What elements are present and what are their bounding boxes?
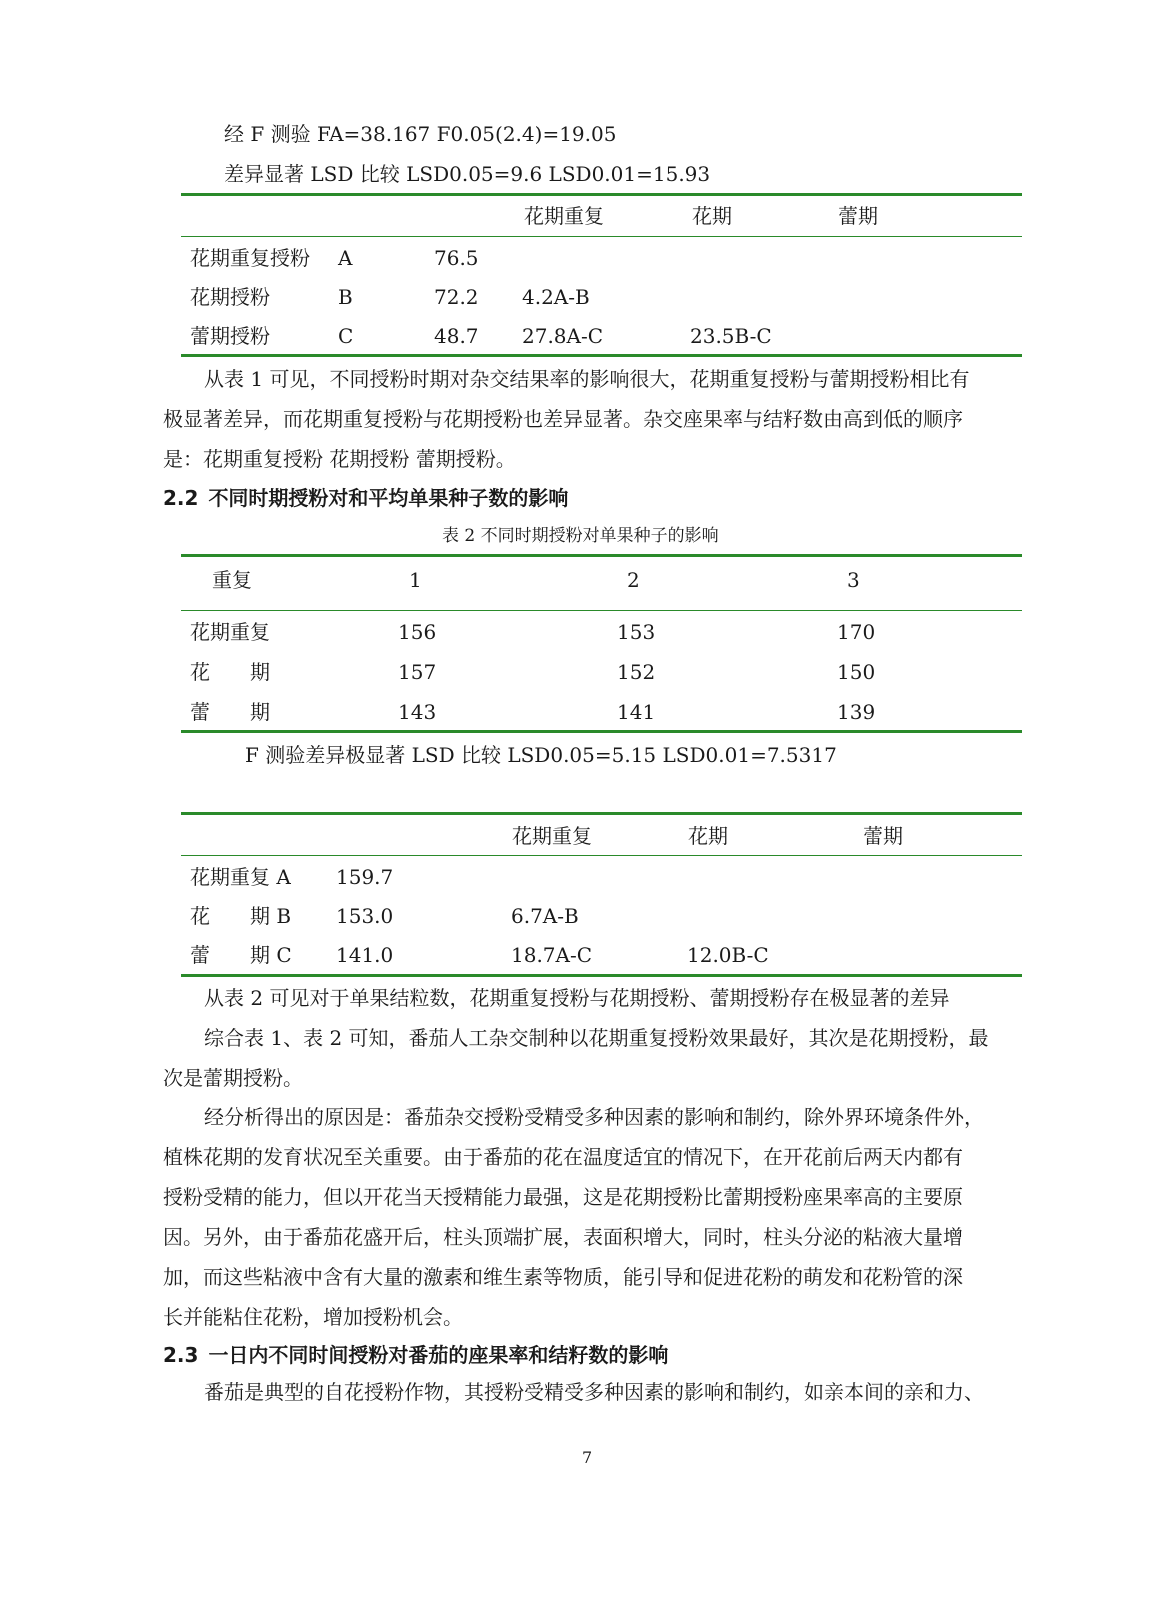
table2-cell: 153 <box>617 620 656 644</box>
paragraph-line: 因。另外，由于番茄花盛开后，柱头顶端扩展，表面积增大，同时，柱头分泌的粘液大量增 <box>163 1225 963 1249</box>
lsd-line-2: F 测验差异极显著 LSD 比较 LSD0.05=5.15 LSD0.01=7.5317 <box>245 743 837 767</box>
paragraph-line: 经分析得出的原因是：番茄杂交授粉受精受多种因素的影响和制约，除外界环境条件外， <box>204 1105 984 1129</box>
table1b-cell: 48.7 <box>434 324 479 348</box>
table1b-cell: 23.5B-C <box>690 324 772 348</box>
section-title: 一日内不同时间授粉对番茄的座果率和结籽数的影响 <box>208 1343 669 1367</box>
table2b-header-1: 花期重复 <box>512 824 592 848</box>
table2b-cell: 18.7A-C <box>511 943 593 967</box>
paragraph-line: 次是蕾期授粉。 <box>163 1066 303 1090</box>
table2-cell: 152 <box>617 660 656 684</box>
section-heading-2-2 <box>163 486 568 510</box>
table2-top-rule <box>181 554 1022 557</box>
paragraph-line: 综合表 1、表 2 可知，番茄人工杂交制种以花期重复授粉效果最好，其次是花期授粉，最 <box>204 1026 989 1050</box>
table1b-cell: 花期授粉 <box>190 285 270 309</box>
table1b-header-2: 花期 <box>692 204 732 228</box>
table2b-cell: 蕾 期 C <box>190 943 292 967</box>
table2-cell: 157 <box>398 660 437 684</box>
table2b-cell: 花期重复 A <box>190 865 291 889</box>
table2b-bottom-rule <box>181 974 1022 977</box>
table1b-header-3: 蕾期 <box>838 204 878 228</box>
paragraph-line: 从表 2 可见对于单果结粒数，花期重复授粉与花期授粉、蕾期授粉存在极显著的差异 <box>204 986 950 1010</box>
paragraph-3 <box>163 1018 1023 1098</box>
table2b-cell: 花 期 B <box>190 904 292 928</box>
table1b-cell: 蕾期授粉 <box>190 324 270 348</box>
table2-header-rule <box>181 610 1022 611</box>
paragraph-line: 加，而这些粘液中含有大量的激素和维生素等物质，能引导和促进花粉的萌发和花粉管的深 <box>163 1265 963 1289</box>
table2b-cell: 12.0B-C <box>687 943 769 967</box>
table2-caption: 表 2 不同时期授粉对单果种子的影响 <box>442 526 719 546</box>
section-heading-2-3 <box>163 1343 668 1367</box>
lsd-line-1: 差异显著 LSD 比较 LSD0.05=9.6 LSD0.01=15.93 <box>224 162 711 186</box>
table2-cell: 150 <box>837 660 876 684</box>
table1b-header-1: 花期重复 <box>524 204 604 228</box>
table2-bottom-rule <box>181 730 1022 733</box>
table1b-cell: C <box>338 324 354 348</box>
table2-header-1: 1 <box>409 568 422 592</box>
table2b-header-2: 花期 <box>688 824 728 848</box>
table1b-cell: A <box>338 246 353 270</box>
table1b-cell: 76.5 <box>434 246 479 270</box>
table2-cell: 139 <box>837 700 876 724</box>
section-number: 2.3 <box>163 1343 199 1367</box>
table2-cell: 156 <box>398 620 437 644</box>
table2-cell: 花 期 <box>190 660 270 684</box>
section-number: 2.2 <box>163 486 199 510</box>
table2b-top-rule <box>181 812 1022 815</box>
table2b-cell: 153.0 <box>336 904 394 928</box>
paragraph-line: 番茄是典型的自花授粉作物，其授粉受精受多种因素的影响和制约，如亲本间的亲和力、 <box>204 1380 984 1404</box>
table1b-cell: 27.8A-C <box>522 324 604 348</box>
table2-header-3: 3 <box>847 568 860 592</box>
table1b-bottom-rule <box>181 354 1022 357</box>
paragraph-4 <box>163 1097 1023 1337</box>
table2-header-2: 2 <box>627 568 640 592</box>
table2b-header-3: 蕾期 <box>863 824 903 848</box>
paragraph-line: 长并能粘住花粉，增加授粉机会。 <box>163 1305 463 1329</box>
paragraph-line: 极显著差异，而花期重复授粉与花期授粉也差异显著。杂交座果率与结籽数由高到低的顺序 <box>163 407 963 431</box>
table1b-cell: B <box>338 285 353 309</box>
paragraph-line: 从表 1 可见，不同授粉时期对杂交结果率的影响很大，花期重复授粉与蕾期授粉相比有 <box>204 367 970 391</box>
f-test-line: 经 F 测验 FA=38.167 F0.05(2.4)=19.05 <box>224 122 617 146</box>
table2-header-0: 重复 <box>212 568 252 592</box>
table2-cell: 蕾 期 <box>190 700 270 724</box>
table1b-header-rule <box>181 236 1022 237</box>
page-number: 7 <box>582 1448 593 1467</box>
section-title: 不同时期授粉对和平均单果种子数的影响 <box>208 486 569 510</box>
table1b-top-rule <box>181 193 1022 196</box>
table2-cell: 170 <box>837 620 876 644</box>
paragraph-line: 授粉受精的能力，但以开花当天授精能力最强，这是花期授粉比蕾期授粉座果率高的主要原 <box>163 1185 963 1209</box>
table2-cell: 141 <box>617 700 656 724</box>
table2-cell: 143 <box>398 700 437 724</box>
table2b-cell: 6.7A-B <box>511 904 579 928</box>
table2-cell: 花期重复 <box>190 620 270 644</box>
table2b-cell: 159.7 <box>336 865 394 889</box>
paragraph-line: 是：花期重复授粉 花期授粉 蕾期授粉。 <box>163 447 516 471</box>
paragraph-line: 植株花期的发育状况至关重要。由于番茄的花在温度适宜的情况下，在开花前后两天内都有 <box>163 1145 963 1169</box>
table2b-header-rule <box>181 855 1022 856</box>
paragraph-5 <box>163 1372 1023 1412</box>
paragraph-1 <box>163 359 1023 479</box>
table1b-cell: 花期重复授粉 <box>190 246 310 270</box>
paragraph-2 <box>163 978 1023 1018</box>
table1b-cell: 4.2A-B <box>522 285 590 309</box>
table2b-cell: 141.0 <box>336 943 394 967</box>
table1b-cell: 72.2 <box>434 285 479 309</box>
